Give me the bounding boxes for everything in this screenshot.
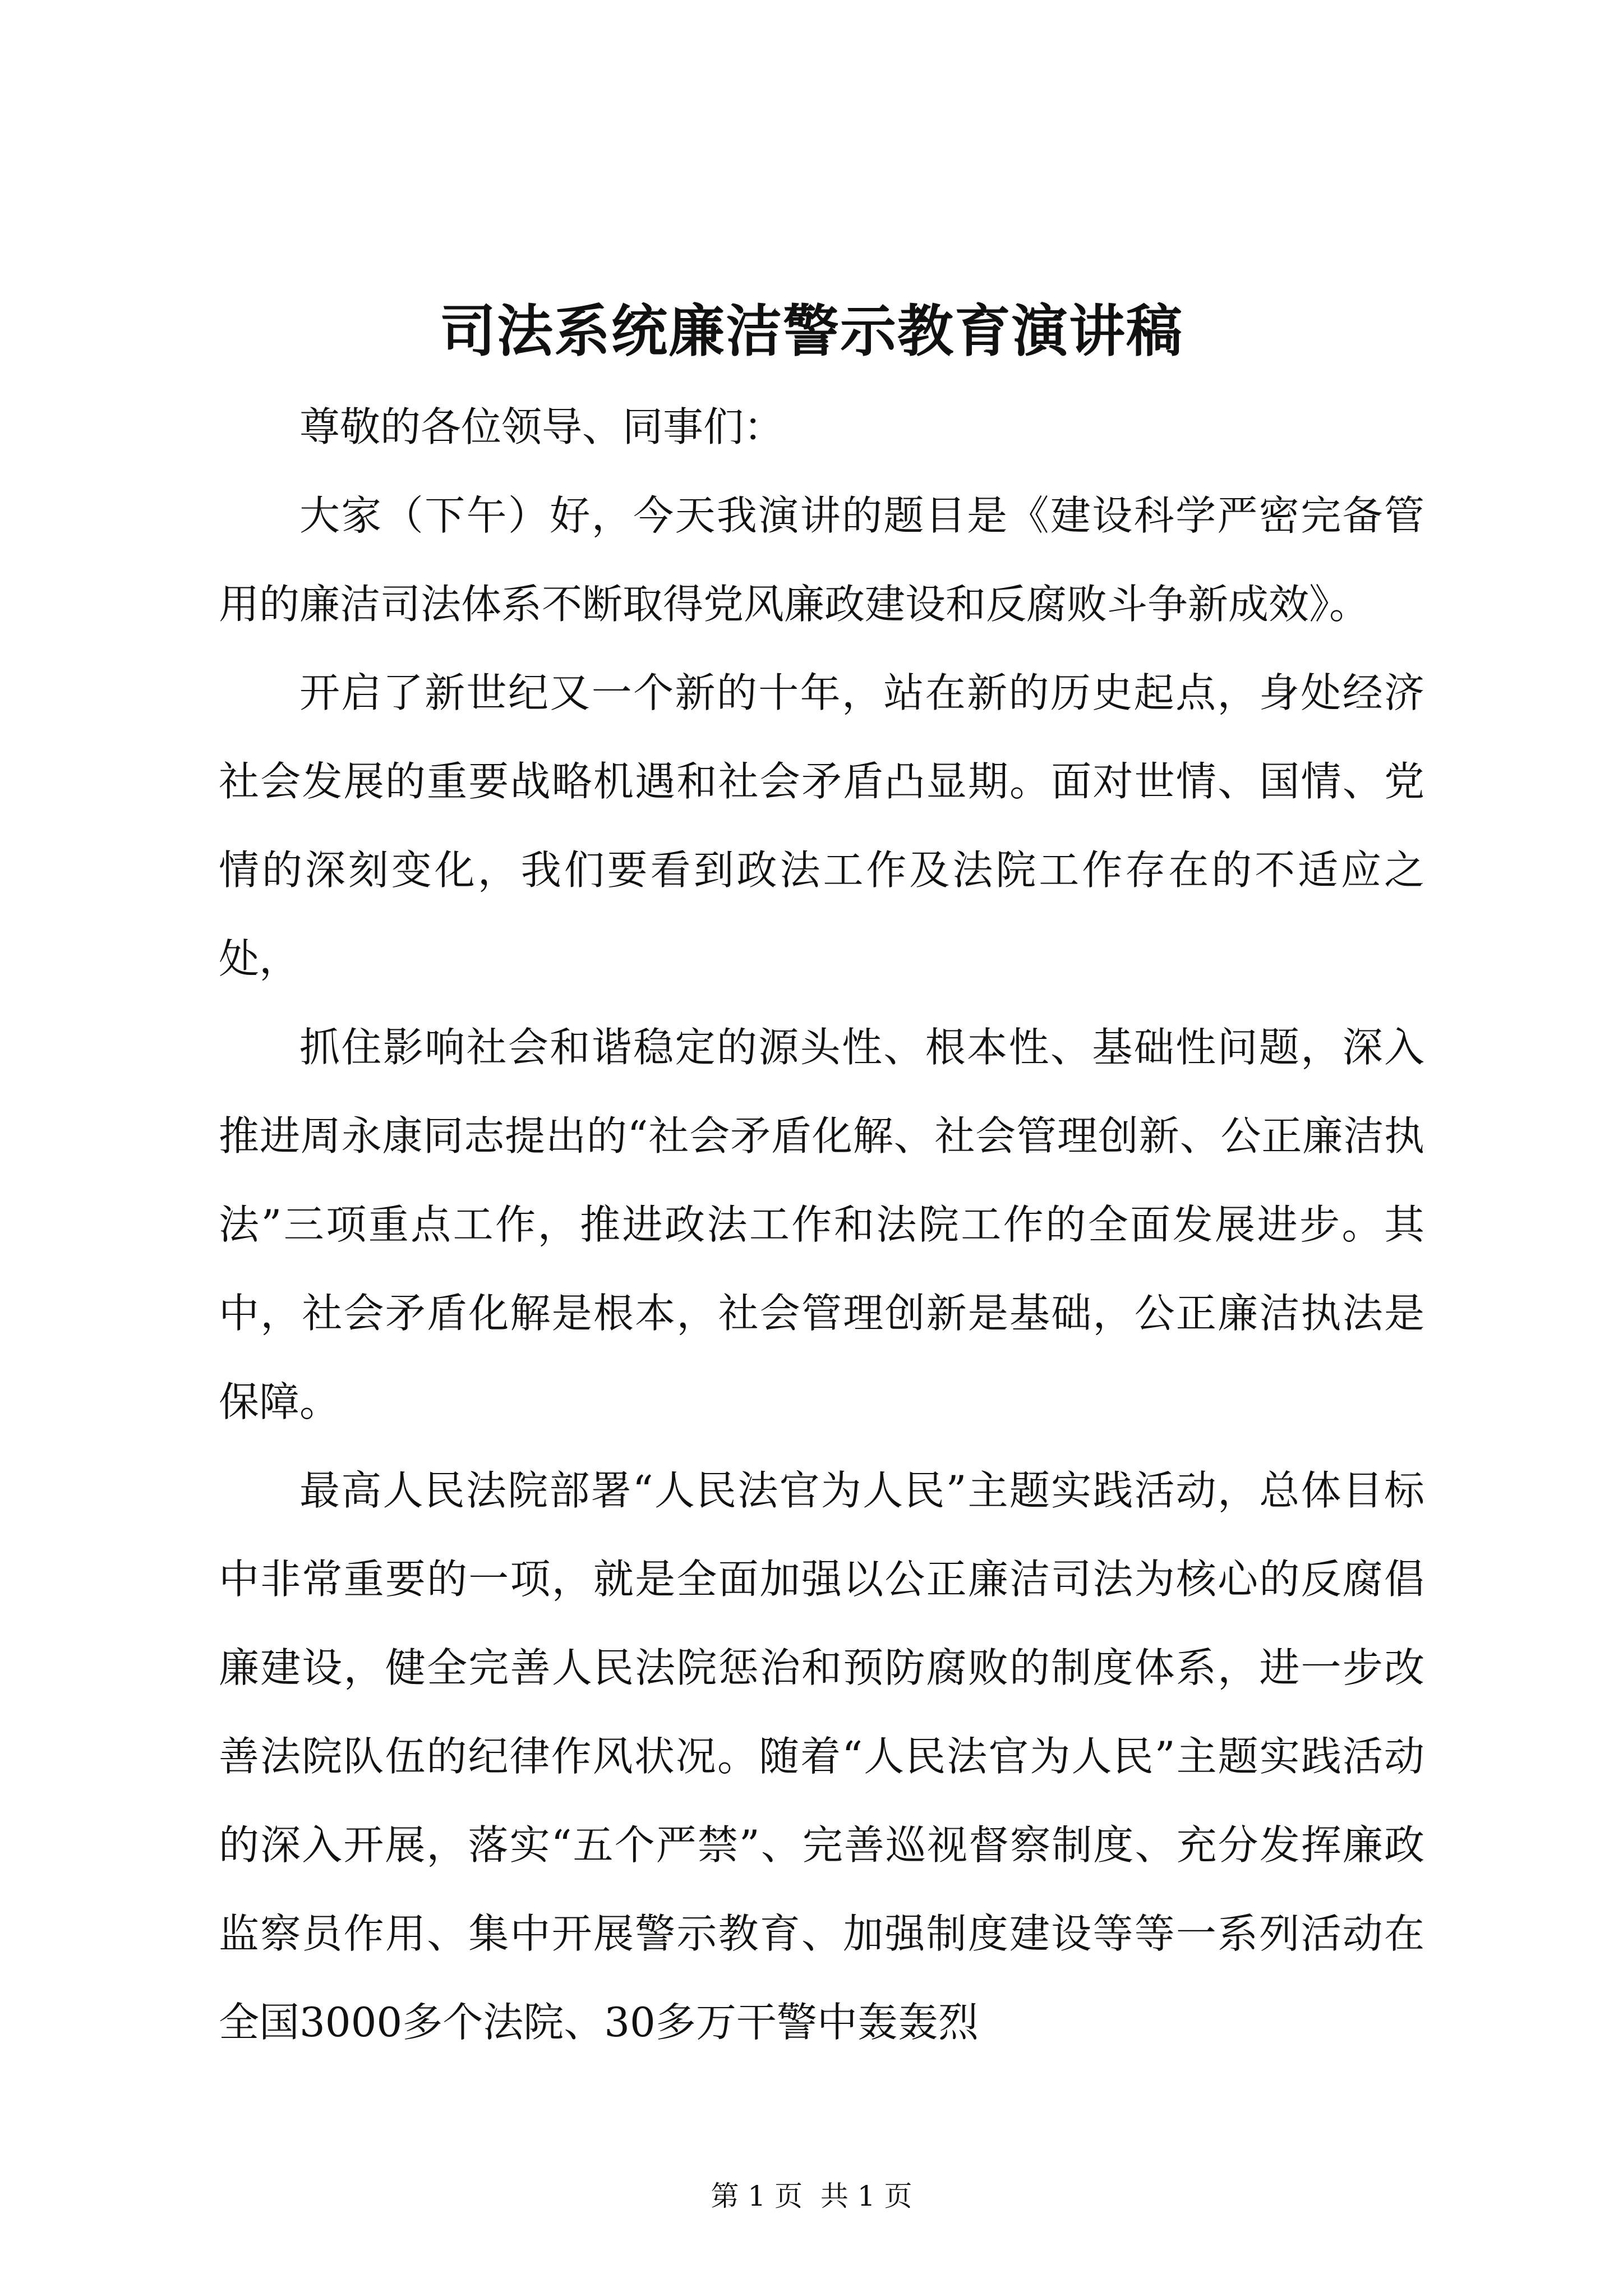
paragraph-1: 大家（下午）好，今天我演讲的题目是《建设科学严密完备管用的廉洁司法体系不断取得党风廉政建设和反腐败斗争新成效》。 xyxy=(219,492,1424,628)
page-number-label: 第 1 页 共 1 页 xyxy=(711,2180,912,2212)
paragraph-4: 最高人民法院部署“人民法官为人民”主题实践活动，总体目标中非常重要的一项，就是全面加强以公正廉洁司法为核心的反腐倡廉建设，健全完善人民法院惩治和预防腐败的制度体系，进一步改善法院队伍的纪律作风状况。随着“人民法官为人民”主题实践活动的深入开展，落实“五个严禁”、完善巡视督察制度、充分发挥廉政监察员作用、集中开展警示教育、加强制度建设等等一系列活动在全国3000多个法院、30多万干警中轰轰烈 xyxy=(219,1467,1424,2046)
document-body xyxy=(219,383,1424,2067)
paragraph-3: 抓住影响社会和谐稳定的源头性、根本性、基础性问题，深入推进周永康同志提出的“社会矛盾化解、社会管理创新、公正廉洁执法”三项重点工作，推进政法工作和法院工作的全面发展进步。其中，社会矛盾化解是根本，社会管理创新是基础，公正廉洁执法是保障。 xyxy=(219,1024,1424,1425)
page-footer xyxy=(0,2177,1623,2216)
paragraph-2: 开启了新世纪又一个新的十年，站在新的历史起点，身处经济社会发展的重要战略机遇和社会矛盾凸显期。面对世情、国情、党情的深刻变化，我们要看到政法工作及法院工作存在的不适应之处， xyxy=(219,669,1424,982)
document-title: 司法系统廉洁警示教育演讲稿 xyxy=(440,298,1183,364)
salutation: 尊敬的各位领导、同事们： xyxy=(299,403,785,450)
